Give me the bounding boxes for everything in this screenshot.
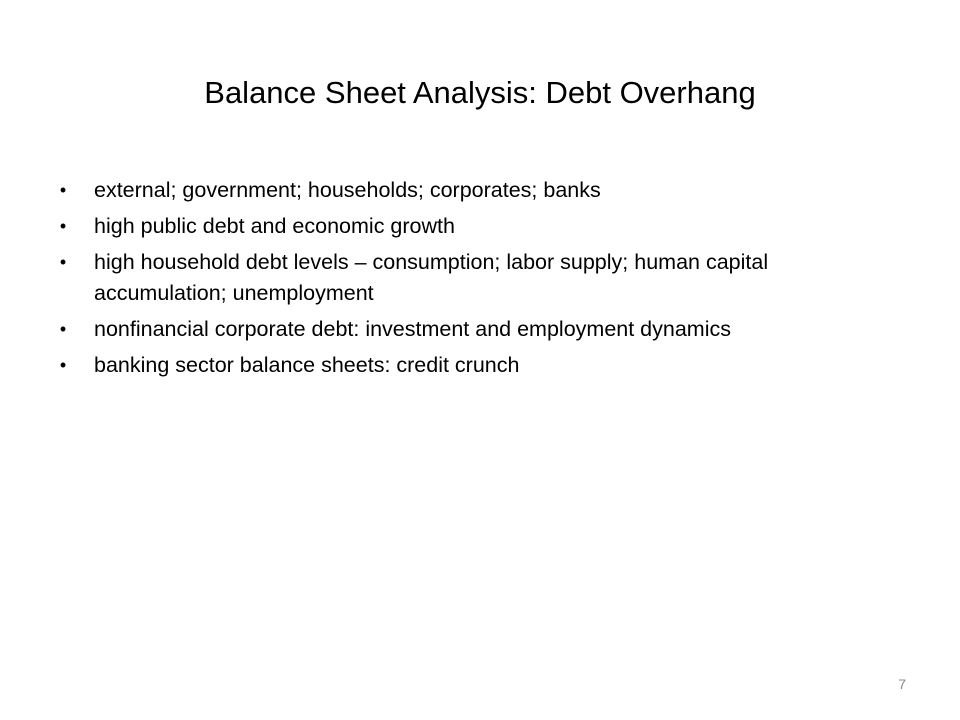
bullet-item (56, 175, 906, 206)
bullet-item (56, 350, 906, 381)
bullet-text: high public debt and economic growth (94, 214, 455, 238)
bullet-dot-icon: • (59, 355, 67, 375)
bullet-text: banking sector balance sheets: credit crunch (94, 353, 520, 377)
bullet-dot-icon: • (59, 216, 67, 236)
bullet-text: nonfinancial corporate debt: investment and employment dynamics (94, 317, 731, 341)
bullet-item (56, 211, 906, 242)
bullet-text: external; government; households; corporates; banks (94, 178, 601, 202)
slide-number: 7 (898, 676, 906, 692)
bullet-text: high household debt levels – consumption; labor supply; human capital accumulation; unemployment (94, 250, 769, 305)
slide-title: Balance Sheet Analysis: Debt Overhang (204, 75, 756, 110)
bullet-list (56, 175, 906, 386)
bullet-dot-icon: • (59, 180, 67, 200)
bullet-dot-icon: • (59, 319, 67, 339)
bullet-item (56, 314, 906, 345)
bullet-dot-icon: • (59, 252, 67, 272)
bullet-item (56, 247, 906, 309)
